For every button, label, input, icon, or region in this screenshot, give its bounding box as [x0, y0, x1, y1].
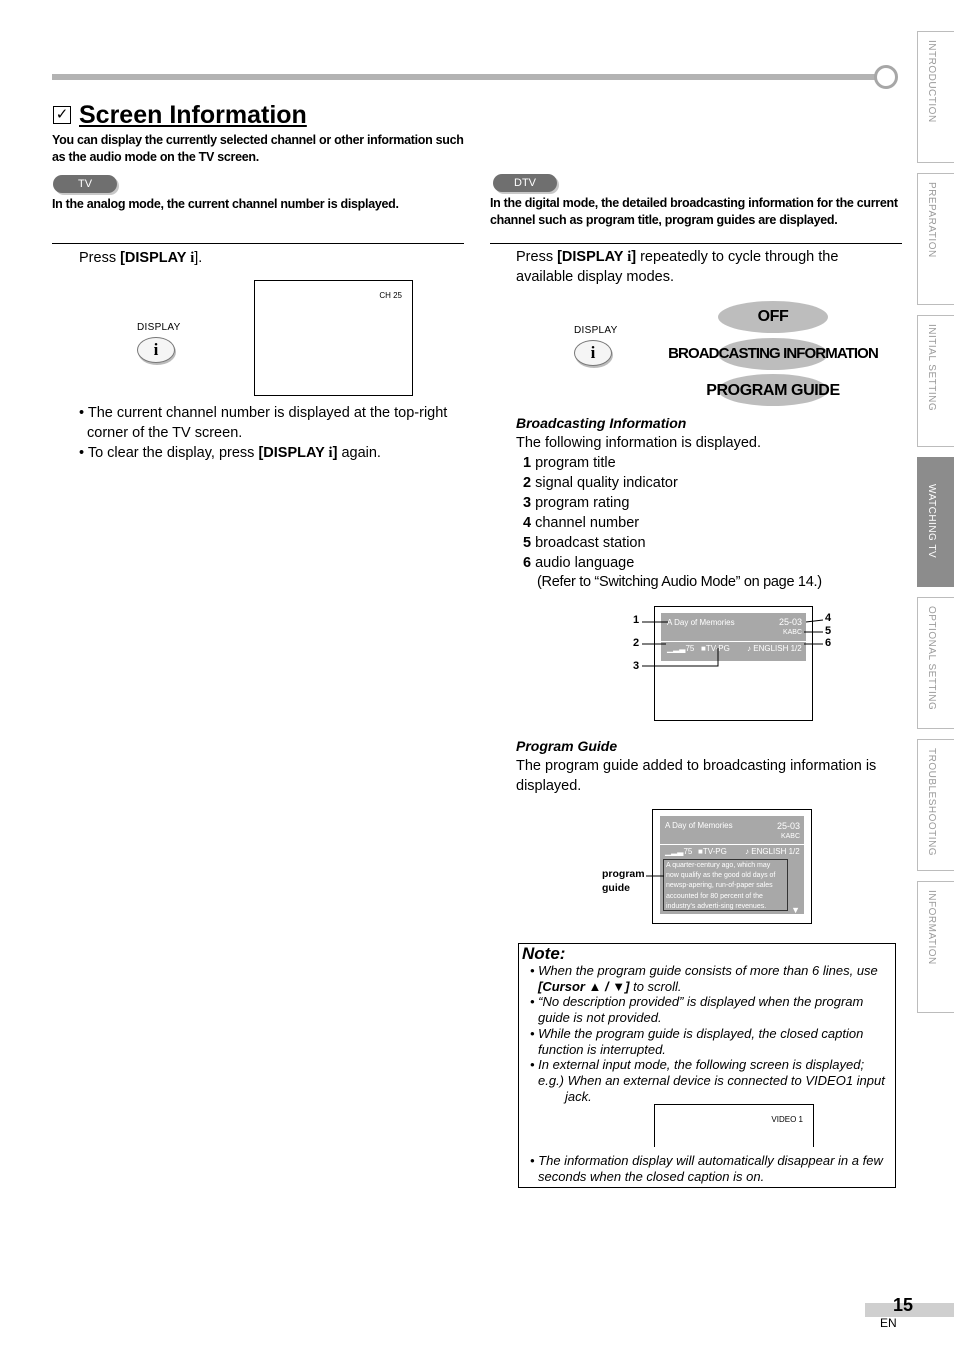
program-title: A Day of Memories — [665, 821, 733, 830]
dtv-description: In the digital mode, the detailed broadcasting information for the current channel such as program title, program guides are displayed. — [490, 196, 898, 227]
side-tab-troubleshooting[interactable] — [917, 739, 954, 871]
note-heading: Note: — [522, 944, 566, 963]
tv-bullet-1: • The current channel number is displayed at the top-right corner of the TV screen. — [79, 405, 448, 441]
callout-line-3 — [642, 648, 718, 666]
note-item-2: • “No description provided” is displayed when the program guide is not provided. — [530, 994, 864, 1025]
note-item-1: • When the program guide consists of more than 6 lines, use [Cursor ▲ / ▼] to scroll. — [530, 963, 878, 994]
top-rule — [52, 74, 880, 80]
side-tab-label: WATCHING TV — [926, 484, 937, 559]
channel-number-display: CH 25 — [379, 291, 402, 300]
page-title: Screen Information — [79, 101, 307, 129]
dtv-divider — [490, 243, 902, 244]
mode-broadcasting-information: BROADCASTING INFORMATION — [668, 345, 878, 362]
channel-number: 25-03 — [776, 821, 800, 831]
mode-off: OFF — [757, 308, 789, 325]
callout-lines — [628, 606, 838, 676]
tv-press-instruction: Press [DISPLAY i]. — [79, 250, 203, 266]
channel-number: 25-03 — [778, 617, 802, 627]
intro-text: You can display the currently selected channel or other information such as the audio mode on the TV screen. — [52, 133, 464, 164]
tv-bullet-2: • To clear the display, press [DISPLAY i] again. — [79, 445, 381, 461]
program-rating: ■TV-PG — [698, 847, 727, 856]
scroll-down-icon[interactable]: ▼ — [791, 905, 800, 915]
signal-icon: ▁▂▃ — [665, 847, 684, 856]
list-item: 3 program rating — [523, 495, 630, 511]
broadcast-info-intro: The following information is displayed. — [516, 435, 762, 451]
signal-indicator: ▁▂▃75 — [665, 847, 693, 856]
page-number: 15 — [893, 1295, 914, 1315]
info-icon: i — [153, 340, 159, 359]
list-item: 2 signal quality indicator — [523, 475, 678, 491]
page-language: EN — [880, 1316, 897, 1330]
tv-screen — [254, 280, 413, 396]
tv-divider — [52, 243, 464, 244]
mode-program-guide: PROGRAM GUIDE — [706, 382, 840, 399]
broadcast-info-heading: Broadcasting Information — [516, 415, 687, 431]
display-button-label: DISPLAY — [574, 325, 618, 336]
note-item-4-example: e.g.) When an external device is connected to VIDEO1 input jack. — [538, 1073, 885, 1104]
side-tab-information[interactable] — [917, 881, 954, 1013]
side-tab-optional-setting[interactable] — [917, 597, 954, 729]
audio-language: ♪ ENGLISH 1/2 — [745, 847, 800, 856]
side-tab-preparation[interactable] — [917, 173, 954, 305]
callout-2: 2 — [633, 637, 640, 649]
side-tab-label: OPTIONAL SETTING — [926, 606, 937, 711]
program-guide-label: program guide — [602, 868, 645, 894]
callout-5: 5 — [825, 625, 832, 637]
side-tab-watching-tv[interactable] — [917, 457, 954, 587]
list-item: 1 program title — [523, 455, 616, 471]
audio-language: ♪ ENGLISH 1/2 — [747, 644, 802, 653]
program-title: A Day of Memories — [667, 618, 735, 627]
video-input-label: VIDEO 1 — [771, 1115, 803, 1124]
signal-indicator: ▁▂▃75 — [667, 644, 695, 653]
note-item-4: • In external input mode, the following screen is displayed; — [530, 1057, 865, 1072]
top-rule-circle — [874, 65, 898, 89]
list-item: 4 channel number — [523, 515, 640, 531]
note-item-5: • The information display will automatically disappear in a few seconds when the closed caption is on. — [530, 1153, 883, 1184]
video-input-screen — [654, 1104, 814, 1147]
program-guide-screen — [652, 809, 812, 924]
guide-callout-line — [646, 870, 666, 882]
note-item-3: • While the program guide is displayed, the closed caption function is interrupted. — [530, 1026, 864, 1057]
lock-icon: ■ — [701, 644, 706, 653]
lock-icon: ■ — [698, 847, 703, 856]
dtv-badge: DTV — [493, 174, 557, 192]
note-icon: ♪ — [747, 644, 751, 653]
note-box — [518, 943, 896, 1188]
guide-info-bar — [660, 816, 804, 914]
side-tab-label: TROUBLESHOOTING — [926, 748, 937, 857]
callout-1: 1 — [633, 614, 640, 626]
side-tab-label: PREPARATION — [926, 182, 937, 258]
broadcast-info-list — [523, 453, 678, 573]
side-tab-label: INTRODUCTION — [926, 40, 937, 123]
display-info-button[interactable] — [574, 340, 612, 366]
side-tab-introduction[interactable] — [917, 31, 954, 163]
refer-text: (Refer to “Switching Audio Mode” on page 14.) — [537, 574, 822, 590]
side-tab-label: INITIAL SETTING — [926, 324, 937, 412]
dtv-press-instruction: Press [DISPLAY i] repeatedly to cycle through the available display modes. — [516, 249, 839, 285]
tv-description: In the analog mode, the current channel number is displayed. — [52, 197, 399, 211]
display-info-button[interactable] — [137, 337, 175, 363]
note-icon: ♪ — [745, 847, 749, 856]
broadcast-station: KABC — [782, 629, 802, 636]
list-item: 6 audio language — [523, 555, 635, 571]
program-guide-intro: The program guide added to broadcasting information is displayed. — [516, 758, 877, 794]
callout-4: 4 — [825, 612, 832, 624]
checkbox-icon: ✓ — [53, 106, 71, 124]
info-icon: i — [590, 343, 596, 362]
side-tab-initial-setting[interactable] — [917, 315, 954, 447]
side-tab-label: INFORMATION — [926, 890, 937, 965]
list-item: 5 broadcast station — [523, 535, 646, 551]
callout-6: 6 — [825, 637, 832, 649]
display-button-label: DISPLAY — [137, 322, 181, 333]
callout-3: 3 — [633, 660, 640, 672]
program-rating: ■TV-PG — [701, 644, 730, 653]
signal-icon: ▁▂▃ — [667, 644, 686, 653]
program-guide-text: A quarter-century ago, which may now qualify as the good old days of newsp-apering, run-of-paper sales accounted for 80 percent of the industry's adverti-sing revenues. — [663, 859, 788, 911]
callout-line-4 — [806, 620, 823, 622]
info-bar-divider — [660, 844, 804, 845]
broadcast-station: KABC — [780, 833, 800, 840]
tv-badge: TV — [53, 175, 117, 193]
program-guide-heading: Program Guide — [516, 738, 618, 754]
